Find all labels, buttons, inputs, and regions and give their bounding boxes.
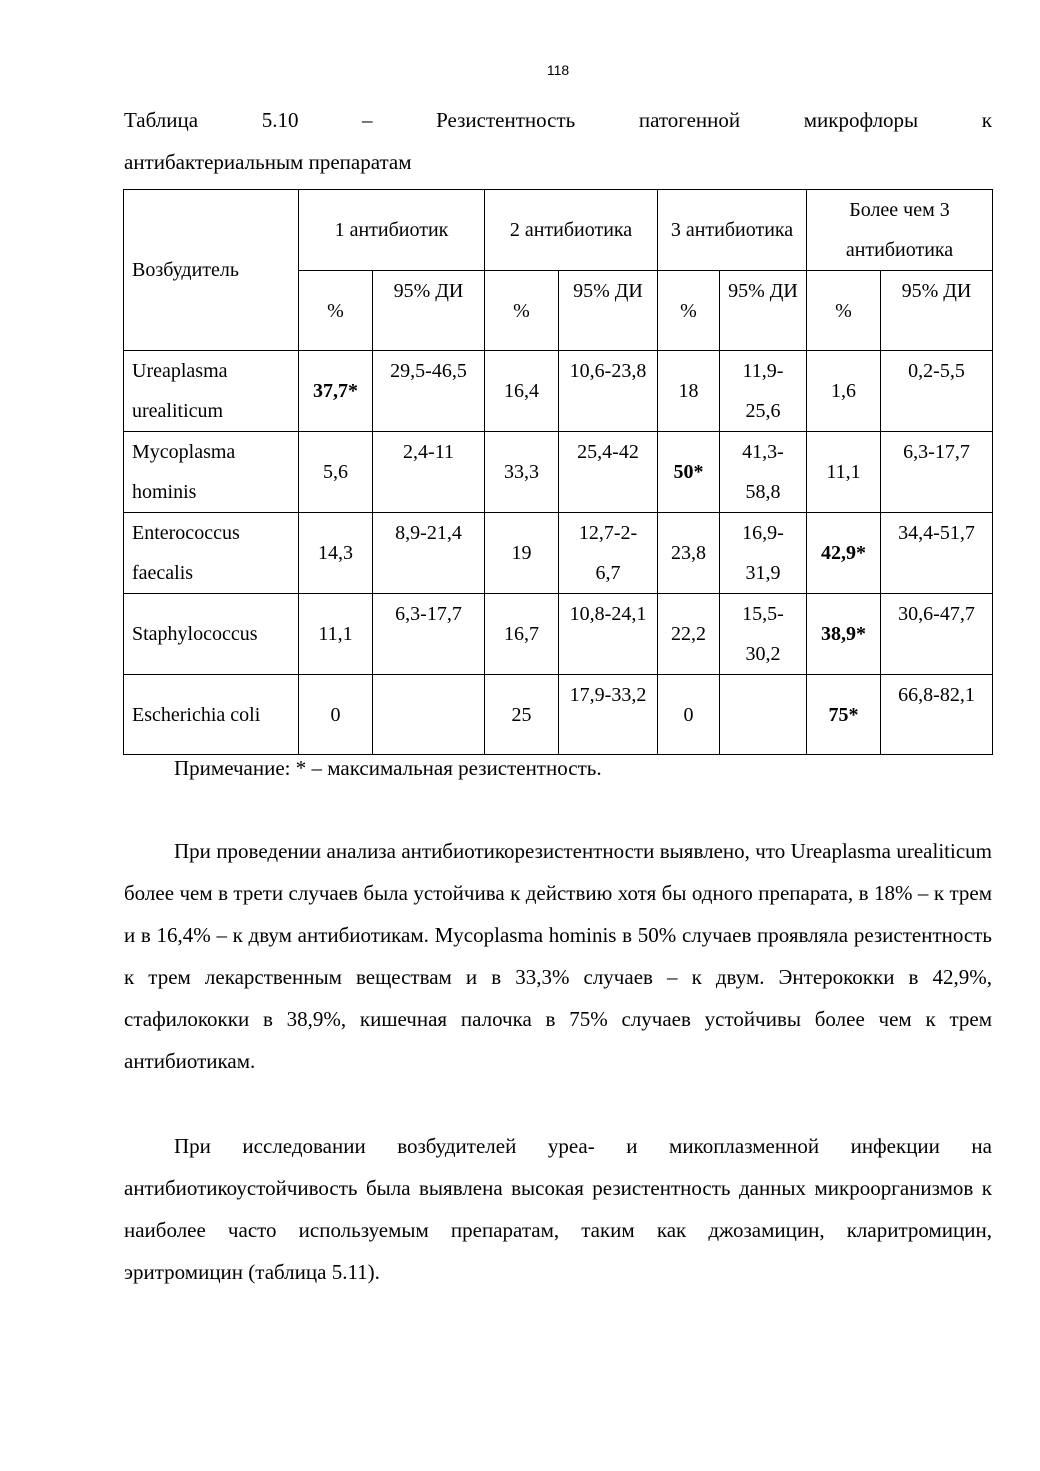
resistance-table xyxy=(123,189,993,755)
pct-cell: 5,6 xyxy=(299,432,373,513)
pct-cell: 23,8 xyxy=(658,513,720,594)
pathogen-name: Ureaplasma urealiticum xyxy=(124,351,299,432)
table-row xyxy=(124,351,993,432)
header-group-3: 3 антибиотика xyxy=(658,190,807,271)
table-row xyxy=(124,432,993,513)
table-row xyxy=(124,594,993,675)
ci-cell: 17,9-33,2 xyxy=(559,675,658,755)
table-caption xyxy=(124,106,992,134)
header-group-4: Более чем 3 антибиотика xyxy=(807,190,993,271)
body-paragraph xyxy=(124,830,992,1082)
pct-cell: 18 xyxy=(658,351,720,432)
ci-cell: 30,6-47,7 xyxy=(881,594,993,675)
pct-cell: 38,9* xyxy=(807,594,881,675)
caption-word: патогенной xyxy=(638,108,741,132)
caption-word: 5.10 xyxy=(261,108,299,132)
ci-cell: 25,4-42 xyxy=(559,432,658,513)
ci-cell: 16,9-31,9 xyxy=(720,513,807,594)
caption-word: Резистентность xyxy=(436,108,576,132)
table-row xyxy=(124,513,993,594)
pathogen-name: Enterococcus faecalis xyxy=(124,513,299,594)
caption-word: к xyxy=(981,108,992,132)
table-caption-continuation: антибактериальным препаратам xyxy=(124,150,412,174)
pct-cell: 16,7 xyxy=(485,594,559,675)
pathogen-name: Staphylococcus xyxy=(124,594,299,675)
caption-word: Таблица xyxy=(124,108,199,132)
ci-cell: 34,4-51,7 xyxy=(881,513,993,594)
ci-cell: 29,5-46,5 xyxy=(373,351,485,432)
pct-cell: 42,9* xyxy=(807,513,881,594)
header-pathogen: Возбудитель xyxy=(124,190,299,351)
pct-cell: 1,6 xyxy=(807,351,881,432)
table-note: Примечание: * – максимальная резистентность. xyxy=(174,756,602,780)
paragraph-text: При проведении анализа антибиотикорезистентности выявлено, что Ureaplasma urealiticum более чем в трети случаев была устойчива к действию хотя бы одного препарата, в 18% – к трем и в 16,4% – к двум антибиотикам. Mycoplasma hominis в 50% случаев проявляла резистентность к трем лекарственным веществам и в 33,3% случаев – к двум. Энтерококки в 42,9%, стафилококки в 38,9%, кишечная палочка в 75% случаев устойчивы более чем к трем антибиотикам. xyxy=(124,839,992,1073)
pct-cell: 25 xyxy=(485,675,559,755)
ci-cell: 11,9-25,6 xyxy=(720,351,807,432)
pct-cell: 22,2 xyxy=(658,594,720,675)
ci-cell: 12,7-2-6,7 xyxy=(559,513,658,594)
ci-cell: 41,3-58,8 xyxy=(720,432,807,513)
header-pct: % xyxy=(299,271,373,351)
paragraph-text: При исследовании возбудителей уреа- и микоплазменной инфекции на антибиотикоустойчивость была выявлена высокая резистентность данных микроорганизмов к наиболее часто используемым препаратам, таким как джозамицин, кларитромицин, эритромицин (таблица 5.11). xyxy=(124,1134,992,1284)
caption-word: микрофлоры xyxy=(803,108,919,132)
body-paragraph xyxy=(124,1125,992,1293)
pct-cell: 0 xyxy=(299,675,373,755)
pct-cell: 19 xyxy=(485,513,559,594)
pct-cell: 33,3 xyxy=(485,432,559,513)
ci-cell: 10,8-24,1 xyxy=(559,594,658,675)
pct-cell: 50* xyxy=(658,432,720,513)
header-ci: 95% ДИ xyxy=(373,271,485,351)
pct-cell: 16,4 xyxy=(485,351,559,432)
pct-cell: 14,3 xyxy=(299,513,373,594)
pct-cell: 75* xyxy=(807,675,881,755)
header-group-1: 1 антибиотик xyxy=(299,190,485,271)
header-ci: 95% ДИ xyxy=(720,271,807,351)
ci-cell xyxy=(720,675,807,755)
ci-cell: 6,3-17,7 xyxy=(373,594,485,675)
caption-word: – xyxy=(362,108,373,132)
ci-cell: 0,2-5,5 xyxy=(881,351,993,432)
table-row xyxy=(124,675,993,755)
header-ci: 95% ДИ xyxy=(559,271,658,351)
ci-cell xyxy=(373,675,485,755)
header-group-2: 2 антибиотика xyxy=(485,190,658,271)
ci-cell: 66,8-82,1 xyxy=(881,675,993,755)
pathogen-name: Mycoplasma hominis xyxy=(124,432,299,513)
header-ci: 95% ДИ xyxy=(881,271,993,351)
ci-cell: 6,3-17,7 xyxy=(881,432,993,513)
ci-cell: 10,6-23,8 xyxy=(559,351,658,432)
header-pct: % xyxy=(807,271,881,351)
ci-cell: 15,5-30,2 xyxy=(720,594,807,675)
header-pct: % xyxy=(485,271,559,351)
pct-cell: 11,1 xyxy=(299,594,373,675)
page-number: 118 xyxy=(546,62,570,78)
pct-cell: 0 xyxy=(658,675,720,755)
pct-cell: 11,1 xyxy=(807,432,881,513)
header-pct: % xyxy=(658,271,720,351)
ci-cell: 8,9-21,4 xyxy=(373,513,485,594)
pathogen-name: Escherichia coli xyxy=(124,675,299,755)
pct-cell: 37,7* xyxy=(299,351,373,432)
ci-cell: 2,4-11 xyxy=(373,432,485,513)
